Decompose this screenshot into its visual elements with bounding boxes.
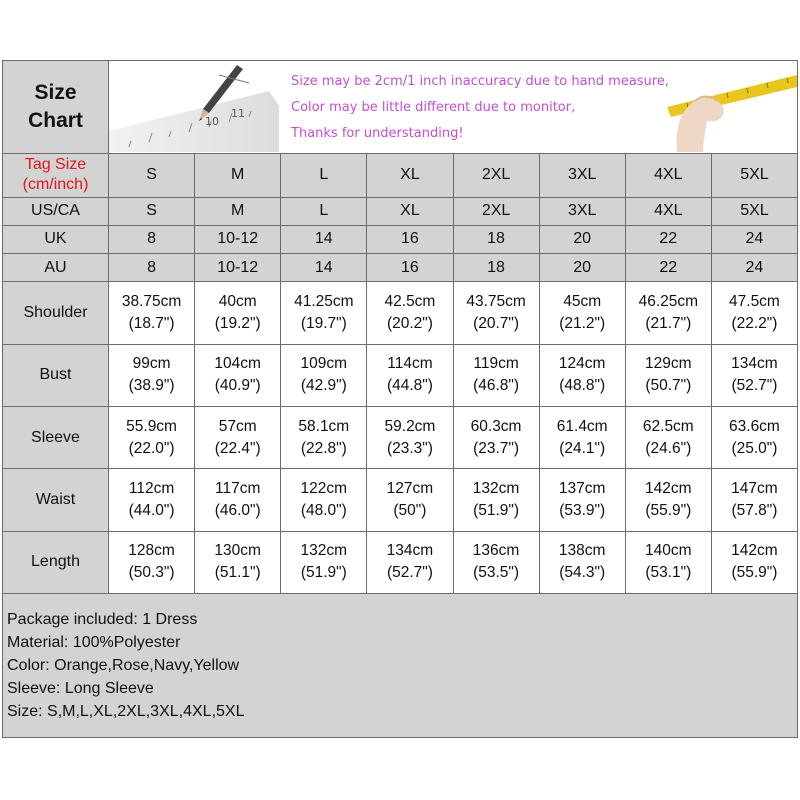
measure-cell: 112cm (44.0") bbox=[109, 469, 195, 531]
title-line-size: Size bbox=[34, 80, 77, 104]
measure-cell: 128cm (50.3") bbox=[109, 531, 195, 593]
measure-row-sleeve bbox=[3, 406, 798, 468]
measure-cell: 124cm (48.8") bbox=[539, 344, 625, 406]
measure-label: Sleeve bbox=[3, 406, 109, 468]
measure-cell: 43.75cm (20.7") bbox=[453, 282, 539, 344]
measure-cell: 46.25cm (21.7") bbox=[625, 282, 711, 344]
measure-label: Length bbox=[3, 531, 109, 593]
measure-label: Shoulder bbox=[3, 282, 109, 344]
region-label: US/CA bbox=[3, 197, 109, 225]
measure-cell: 63.6cm (25.0") bbox=[711, 406, 797, 468]
region-cell: 14 bbox=[281, 225, 367, 253]
measure-cell: 137cm (53.9") bbox=[539, 469, 625, 531]
measure-cell: 99cm (38.9") bbox=[109, 344, 195, 406]
measure-cell: 134cm (52.7") bbox=[367, 531, 453, 593]
region-cell: L bbox=[281, 197, 367, 225]
measure-cell: 42.5cm (20.2") bbox=[367, 282, 453, 344]
region-cell: 10-12 bbox=[195, 225, 281, 253]
color-info: Color: Orange,Rose,Navy,Yellow bbox=[7, 657, 240, 674]
region-row-us bbox=[3, 197, 798, 225]
hand-tape-measure-icon bbox=[647, 61, 797, 152]
banner-cell bbox=[109, 61, 798, 154]
region-cell: 20 bbox=[539, 254, 625, 282]
measure-cell: 57cm (22.4") bbox=[195, 406, 281, 468]
size-header-cell: S bbox=[109, 153, 195, 197]
measure-cell: 117cm (46.0") bbox=[195, 469, 281, 531]
measure-cell: 114cm (44.8") bbox=[367, 344, 453, 406]
size-header-cell: 3XL bbox=[539, 153, 625, 197]
chart-header-row bbox=[3, 61, 798, 154]
title-line-chart: Chart bbox=[28, 108, 83, 132]
region-cell: 18 bbox=[453, 254, 539, 282]
measure-row-length bbox=[3, 531, 798, 593]
note-line-2: Color may be little different due to monitor, bbox=[291, 100, 576, 116]
measure-cell: 104cm (40.9") bbox=[195, 344, 281, 406]
measure-cell: 132cm (51.9") bbox=[281, 531, 367, 593]
banner bbox=[109, 61, 797, 152]
size-header-cell: XL bbox=[367, 153, 453, 197]
region-cell: 2XL bbox=[453, 197, 539, 225]
measure-cell: 130cm (51.1") bbox=[195, 531, 281, 593]
material-info: Material: 100%Polyester bbox=[7, 634, 181, 651]
measure-cell: 142cm (55.9") bbox=[711, 531, 797, 593]
measure-row-shoulder bbox=[3, 282, 798, 344]
note-line-1: Size may be 2cm/1 inch inaccuracy due to hand measure, bbox=[291, 74, 669, 90]
region-cell: 22 bbox=[625, 225, 711, 253]
measure-cell: 61.4cm (24.1") bbox=[539, 406, 625, 468]
region-cell: M bbox=[195, 197, 281, 225]
size-header-cell: 4XL bbox=[625, 153, 711, 197]
measure-cell: 60.3cm (23.7") bbox=[453, 406, 539, 468]
region-label: AU bbox=[3, 254, 109, 282]
measure-cell: 41.25cm (19.7") bbox=[281, 282, 367, 344]
region-cell: 20 bbox=[539, 225, 625, 253]
measure-cell: 134cm (52.7") bbox=[711, 344, 797, 406]
size-chart-title bbox=[3, 61, 109, 154]
measure-cell: 122cm (48.0") bbox=[281, 469, 367, 531]
region-cell: 24 bbox=[711, 254, 797, 282]
region-cell: 4XL bbox=[625, 197, 711, 225]
measure-cell: 55.9cm (22.0") bbox=[109, 406, 195, 468]
measure-cell: 47.5cm (22.2") bbox=[711, 282, 797, 344]
tag-size-line-2: (cm/inch) bbox=[22, 176, 89, 194]
product-info-panel bbox=[2, 593, 798, 738]
measure-row-bust bbox=[3, 344, 798, 406]
measure-cell: 109cm (42.9") bbox=[281, 344, 367, 406]
size-info: Size: S,M,L,XL,2XL,3XL,4XL,5XL bbox=[7, 703, 245, 720]
region-cell: 16 bbox=[367, 225, 453, 253]
tag-size-line-1: Tag Size bbox=[24, 156, 87, 174]
size-header-cell: L bbox=[281, 153, 367, 197]
region-cell: 5XL bbox=[711, 197, 797, 225]
measure-cell: 127cm (50") bbox=[367, 469, 453, 531]
size-header-cell: M bbox=[195, 153, 281, 197]
measure-cell: 136cm (53.5") bbox=[453, 531, 539, 593]
measure-cell: 132cm (51.9") bbox=[453, 469, 539, 531]
tag-size-label bbox=[3, 153, 109, 197]
region-row-uk bbox=[3, 225, 798, 253]
ruler-mark-11: 11 bbox=[231, 107, 245, 121]
region-cell: S bbox=[109, 197, 195, 225]
region-cell: 22 bbox=[625, 254, 711, 282]
measure-row-waist bbox=[3, 469, 798, 531]
ruler-pencil-icon bbox=[109, 61, 279, 152]
region-cell: 10-12 bbox=[195, 254, 281, 282]
region-row-au bbox=[3, 254, 798, 282]
size-chart-table bbox=[2, 60, 798, 594]
measure-cell: 129cm (50.7") bbox=[625, 344, 711, 406]
region-label: UK bbox=[3, 225, 109, 253]
measure-cell: 59.2cm (23.3") bbox=[367, 406, 453, 468]
measure-cell: 45cm (21.2") bbox=[539, 282, 625, 344]
region-cell: 18 bbox=[453, 225, 539, 253]
region-cell: XL bbox=[367, 197, 453, 225]
measure-cell: 138cm (54.3") bbox=[539, 531, 625, 593]
measure-cell: 62.5cm (24.6") bbox=[625, 406, 711, 468]
measure-label: Bust bbox=[3, 344, 109, 406]
measure-cell: 142cm (55.9") bbox=[625, 469, 711, 531]
measure-cell: 58.1cm (22.8") bbox=[281, 406, 367, 468]
region-cell: 8 bbox=[109, 254, 195, 282]
sleeve-info: Sleeve: Long Sleeve bbox=[7, 680, 154, 697]
size-header-cell: 2XL bbox=[453, 153, 539, 197]
measure-cell: 40cm (19.2") bbox=[195, 282, 281, 344]
package-info: Package included: 1 Dress bbox=[7, 611, 198, 628]
ruler-mark-10: 10 bbox=[205, 115, 219, 129]
measure-cell: 140cm (53.1") bbox=[625, 531, 711, 593]
measure-cell: 147cm (57.8") bbox=[711, 469, 797, 531]
measure-cell: 119cm (46.8") bbox=[453, 344, 539, 406]
region-cell: 24 bbox=[711, 225, 797, 253]
region-cell: 16 bbox=[367, 254, 453, 282]
tag-size-row bbox=[3, 153, 798, 197]
region-cell: 14 bbox=[281, 254, 367, 282]
region-cell: 3XL bbox=[539, 197, 625, 225]
measurement-notes bbox=[291, 69, 669, 147]
measure-label: Waist bbox=[3, 469, 109, 531]
measure-cell: 38.75cm (18.7") bbox=[109, 282, 195, 344]
size-header-cell: 5XL bbox=[711, 153, 797, 197]
note-line-3: Thanks for understanding! bbox=[291, 126, 464, 142]
region-cell: 8 bbox=[109, 225, 195, 253]
